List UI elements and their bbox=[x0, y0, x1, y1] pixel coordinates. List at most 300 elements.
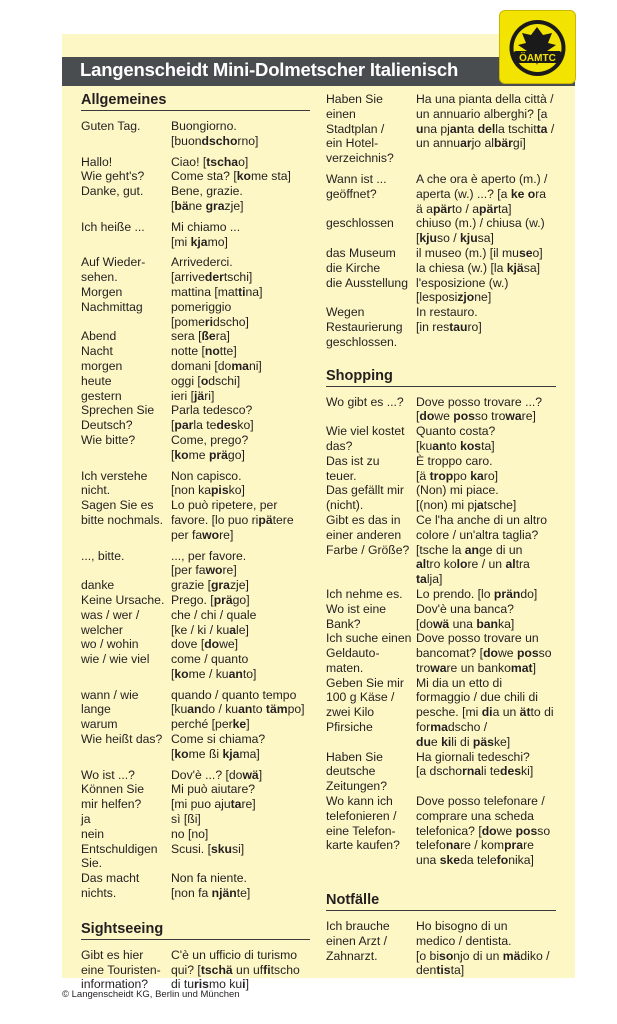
german-line: wo / wohin bbox=[81, 637, 139, 652]
german-line: Das macht bbox=[81, 871, 140, 886]
italian-translation bbox=[416, 246, 556, 261]
italian-line: [kome / kuanto] bbox=[171, 666, 257, 681]
italian-line: [bäne grazje] bbox=[171, 198, 244, 213]
german-line: Wo gibt es ...? bbox=[326, 394, 404, 409]
german-line: geschlossen. bbox=[326, 334, 398, 349]
german-phrase bbox=[81, 374, 171, 389]
german-phrase bbox=[81, 169, 171, 184]
german-phrase bbox=[81, 842, 171, 872]
phrase-entry bbox=[81, 169, 310, 184]
german-phrase bbox=[326, 246, 416, 261]
phrase-entry bbox=[81, 717, 310, 732]
italian-translation bbox=[171, 498, 310, 542]
section-heading: Sightseeing bbox=[81, 921, 310, 940]
german-line: eine Telefon- bbox=[326, 823, 396, 838]
italian-line: [kome ßi kjama] bbox=[171, 746, 260, 761]
german-line: gestern bbox=[81, 388, 122, 403]
phrase-entry bbox=[326, 305, 556, 349]
german-phrase bbox=[326, 216, 416, 246]
german-line: information? bbox=[81, 977, 149, 992]
italian-line: pesche. [mi dia un ätto di bbox=[416, 705, 554, 720]
german-line: nicht. bbox=[81, 483, 111, 498]
italian-translation bbox=[416, 172, 556, 216]
german-phrase bbox=[326, 587, 416, 602]
german-phrase bbox=[326, 631, 416, 675]
german-phrase bbox=[81, 652, 171, 682]
german-line: Wie heißt das? bbox=[81, 732, 163, 747]
german-phrase bbox=[81, 359, 171, 374]
german-line: sehen. bbox=[81, 270, 118, 285]
italian-line: come / quanto bbox=[171, 652, 249, 667]
phrase-entry bbox=[326, 602, 556, 632]
german-line: Bank? bbox=[326, 616, 361, 631]
german-line: Nacht bbox=[81, 344, 113, 359]
german-line: Ich heiße ... bbox=[81, 219, 145, 234]
italian-line: Dov'è una banca? bbox=[416, 601, 514, 616]
italian-translation bbox=[171, 871, 310, 901]
german-phrase bbox=[326, 92, 416, 166]
italian-translation bbox=[416, 676, 556, 750]
german-phrase bbox=[81, 549, 171, 579]
italian-line: dove [dowe] bbox=[171, 637, 239, 652]
italian-translation bbox=[171, 220, 310, 250]
german-phrase bbox=[81, 389, 171, 404]
phrase-entry bbox=[81, 389, 310, 404]
italian-line: A che ora è aperto (m.) / bbox=[416, 171, 548, 186]
italian-line: Ha giornali tedeschi? bbox=[416, 749, 530, 764]
german-phrase bbox=[81, 608, 171, 638]
german-line: Ich verstehe bbox=[81, 468, 148, 483]
section-heading: Notfälle bbox=[326, 892, 556, 911]
phrase-entry bbox=[326, 587, 556, 602]
german-line: die Ausstellung bbox=[326, 275, 408, 290]
italian-line: Come si chiama? bbox=[171, 732, 266, 747]
german-phrase bbox=[326, 750, 416, 794]
italian-line: È troppo caro. bbox=[416, 453, 493, 468]
german-phrase bbox=[81, 498, 171, 542]
italian-line: talja] bbox=[416, 572, 443, 587]
german-line: Abend bbox=[81, 329, 117, 344]
italian-line: telefonica? [dowe posso bbox=[416, 823, 551, 838]
italian-line: Prego. [prägo] bbox=[171, 592, 250, 607]
italian-line: C'è un ufficio di turismo bbox=[171, 947, 298, 962]
italian-line: Buongiorno. bbox=[171, 119, 237, 133]
german-line: Ich suche einen bbox=[326, 631, 412, 646]
phrase-entry bbox=[81, 155, 310, 170]
phrase-entry bbox=[326, 676, 556, 750]
italian-translation bbox=[171, 169, 310, 184]
german-line: Wie bitte? bbox=[81, 432, 136, 447]
german-line: Hallo! bbox=[81, 154, 113, 169]
phrase-entry bbox=[326, 395, 556, 425]
italian-translation bbox=[416, 305, 556, 349]
section-heading: Allgemeines bbox=[81, 92, 310, 111]
italian-line: Mi dia un etto di bbox=[416, 675, 503, 690]
german-line: Danke, gut. bbox=[81, 184, 144, 199]
german-phrase bbox=[81, 732, 171, 762]
german-line: Wie geht's? bbox=[81, 169, 145, 184]
italian-translation bbox=[171, 374, 310, 389]
german-line: Zahnarzt. bbox=[326, 948, 378, 963]
italian-line: Dove posso trovare un bbox=[416, 631, 539, 646]
phrase-entry bbox=[81, 220, 310, 250]
italian-line: Arrivederci. bbox=[171, 255, 233, 270]
german-line: einen bbox=[326, 106, 356, 121]
german-line: geöffnet? bbox=[326, 186, 377, 201]
italian-translation bbox=[416, 631, 556, 675]
phrase-entry bbox=[81, 652, 310, 682]
italian-line: Lo può ripetere, per bbox=[171, 498, 278, 513]
phrase-entry bbox=[326, 261, 556, 276]
german-line: Wann ist ... bbox=[326, 171, 387, 186]
italian-line: un annuario alberghi? [a bbox=[416, 106, 548, 121]
phrase-entry bbox=[81, 469, 310, 499]
italian-translation bbox=[171, 637, 310, 652]
italian-line: dentista] bbox=[416, 963, 465, 978]
italian-line: sì [ßi] bbox=[171, 812, 201, 827]
phrase-entry bbox=[81, 498, 310, 542]
italian-line: formadscho / bbox=[416, 720, 488, 735]
italian-line: pomeriggio bbox=[171, 299, 232, 314]
german-line: Sagen Sie es bbox=[81, 498, 154, 513]
german-line: heute bbox=[81, 373, 112, 388]
oeamtc-logo bbox=[499, 10, 576, 84]
german-line: Pfirsiche bbox=[326, 720, 373, 735]
italian-line: no [no] bbox=[171, 826, 209, 841]
italian-line: [pomeridscho] bbox=[171, 314, 249, 329]
german-line: telefonieren / bbox=[326, 808, 397, 823]
german-line: ..., bitte. bbox=[81, 548, 125, 563]
italian-translation bbox=[171, 782, 310, 812]
italian-translation bbox=[171, 549, 310, 579]
german-line: lange bbox=[81, 702, 111, 717]
phrase-entry bbox=[81, 688, 310, 718]
italian-line: Ciao! [tschao] bbox=[171, 154, 249, 169]
german-phrase bbox=[81, 403, 171, 433]
phrase-entry bbox=[326, 424, 556, 454]
phrase-entry bbox=[326, 631, 556, 675]
german-line: Restaurierung bbox=[326, 319, 403, 334]
italian-line: Lo prendo. [lo prändo] bbox=[416, 586, 538, 601]
phrase-entry bbox=[81, 374, 310, 389]
italian-line: il museo (m.) [il museo] bbox=[416, 245, 543, 260]
italian-line: domani [domani] bbox=[171, 358, 262, 373]
german-line: das Museum bbox=[326, 245, 396, 260]
german-line: nichts. bbox=[81, 886, 117, 901]
italian-translation bbox=[416, 276, 556, 306]
italian-line: [a dschornali tedeski] bbox=[416, 764, 534, 779]
phrase-entry bbox=[81, 255, 310, 285]
italian-line: [lesposizjone] bbox=[416, 290, 492, 305]
italian-line: favore. [lo puo ripätere bbox=[171, 512, 294, 527]
german-line: karte kaufen? bbox=[326, 838, 400, 853]
german-line: Gibt es das in bbox=[326, 512, 401, 527]
italian-translation bbox=[416, 602, 556, 632]
german-line: morgen bbox=[81, 358, 123, 373]
italian-line: [ke / ki / kuale] bbox=[171, 622, 249, 637]
german-line: Stadtplan / bbox=[326, 121, 385, 136]
german-phrase bbox=[326, 513, 416, 587]
copyright-footer: © Langenscheidt KG, Berlin und München bbox=[62, 989, 240, 1000]
italian-translation bbox=[416, 483, 556, 513]
phrase-entry bbox=[326, 919, 556, 978]
german-line: Geben Sie mir bbox=[326, 675, 404, 690]
german-line: Wegen bbox=[326, 305, 365, 320]
italian-line: (Non) mi piace. bbox=[416, 483, 499, 498]
italian-line: [in restauro] bbox=[416, 319, 482, 334]
italian-line: [per fawore] bbox=[171, 563, 237, 578]
german-line: Sprechen Sie bbox=[81, 403, 155, 418]
italian-translation bbox=[171, 389, 310, 404]
logo-text: ÖAMTC bbox=[519, 53, 556, 64]
german-phrase bbox=[81, 637, 171, 652]
german-line: das? bbox=[326, 438, 353, 453]
german-phrase bbox=[326, 305, 416, 349]
italian-translation bbox=[416, 424, 556, 454]
italian-translation bbox=[416, 919, 556, 978]
phrase-entry bbox=[81, 433, 310, 463]
italian-translation bbox=[171, 608, 310, 638]
italian-line: Come sta? [kome sta] bbox=[171, 169, 291, 184]
german-line: Entschuldigen bbox=[81, 841, 158, 856]
german-line: was / wer / bbox=[81, 607, 140, 622]
german-phrase bbox=[326, 395, 416, 425]
italian-line: quando / quanto tempo bbox=[171, 687, 297, 702]
german-line: Wo kann ich bbox=[326, 794, 393, 809]
section-heading: Shopping bbox=[326, 368, 556, 387]
italian-translation bbox=[416, 395, 556, 425]
phrase-entry bbox=[81, 184, 310, 214]
italian-line: Dove posso trovare ...? bbox=[416, 394, 542, 409]
phrase-entry bbox=[81, 732, 310, 762]
german-phrase bbox=[81, 329, 171, 344]
italian-line: ä apärto / apärta] bbox=[416, 201, 512, 216]
german-line: Haben Sie bbox=[326, 749, 383, 764]
italian-translation bbox=[171, 285, 310, 300]
phrase-entry bbox=[326, 276, 556, 306]
phrase-entry bbox=[326, 513, 556, 587]
italian-line: Dov'è ...? [dowä] bbox=[171, 767, 263, 782]
italian-line: ..., per favore. bbox=[171, 548, 247, 563]
german-line: wie / wie viel bbox=[81, 652, 150, 667]
italian-line: [arrivedertschi] bbox=[171, 270, 253, 285]
german-phrase bbox=[326, 454, 416, 484]
italian-line: aperta (w.) ...? [a ke ora bbox=[416, 186, 547, 201]
italian-translation bbox=[171, 300, 310, 330]
italian-line: una skeda telefonika] bbox=[416, 853, 534, 868]
german-phrase bbox=[81, 155, 171, 170]
italian-line: grazie [grazje] bbox=[171, 578, 249, 593]
german-phrase bbox=[81, 255, 171, 285]
german-line: teuer. bbox=[326, 468, 357, 483]
german-line: Nachmittag bbox=[81, 299, 143, 314]
german-line: Haben Sie bbox=[326, 92, 383, 106]
italian-line: medico / dentista. bbox=[416, 933, 512, 948]
italian-line: altro kolore / un altra bbox=[416, 557, 530, 572]
italian-line: qui? [tschä un uffitscho bbox=[171, 962, 300, 977]
german-phrase bbox=[81, 688, 171, 718]
german-line: welcher bbox=[81, 622, 123, 637]
german-line: bitte nochmals. bbox=[81, 512, 163, 527]
italian-line: Bene, grazie. bbox=[171, 184, 243, 199]
german-phrase bbox=[81, 812, 171, 827]
phrase-entry bbox=[81, 300, 310, 330]
italian-translation bbox=[416, 454, 556, 484]
italian-translation bbox=[171, 359, 310, 374]
italian-translation bbox=[171, 119, 310, 149]
italian-translation bbox=[171, 329, 310, 344]
italian-line: [kome prägo] bbox=[171, 447, 245, 462]
german-phrase bbox=[326, 794, 416, 868]
italian-line: [parla tedesko] bbox=[171, 418, 254, 433]
italian-line: [kuando / kuanto tämpo] bbox=[171, 702, 305, 717]
phrase-entry bbox=[326, 454, 556, 484]
german-line: die Kirche bbox=[326, 260, 381, 275]
right-column bbox=[326, 92, 556, 978]
italian-line: [dowä una banka] bbox=[416, 616, 515, 631]
german-phrase bbox=[81, 717, 171, 732]
italian-line: [mi puo ajutare] bbox=[171, 797, 256, 812]
italian-line: notte [notte] bbox=[171, 344, 237, 359]
german-line: geschlossen bbox=[326, 216, 394, 231]
german-line: ein Hotel- bbox=[326, 136, 379, 151]
phrase-entry bbox=[81, 782, 310, 812]
phrase-entry bbox=[81, 827, 310, 842]
italian-line: un annuarjo albärgi] bbox=[416, 136, 526, 151]
german-phrase bbox=[81, 119, 171, 149]
italian-line: una pjanta della tschitta / bbox=[416, 121, 555, 136]
italian-line: Scusi. [skusi] bbox=[171, 841, 245, 856]
italian-line: che / chi / quale bbox=[171, 607, 257, 622]
german-line: Guten Tag. bbox=[81, 119, 141, 133]
italian-translation bbox=[171, 827, 310, 842]
italian-line: Quanto costa? bbox=[416, 424, 496, 439]
italian-translation bbox=[171, 344, 310, 359]
german-line: (nicht). bbox=[326, 498, 364, 513]
italian-translation bbox=[171, 433, 310, 463]
italian-translation bbox=[416, 513, 556, 587]
german-phrase bbox=[326, 172, 416, 216]
italian-translation bbox=[171, 155, 310, 170]
left-column bbox=[81, 92, 310, 992]
german-phrase bbox=[326, 676, 416, 750]
italian-line: [ä troppo karo] bbox=[416, 468, 499, 483]
italian-line: [o bisonjo di un mädiko / bbox=[416, 948, 550, 963]
german-line: Keine Ursache. bbox=[81, 592, 165, 607]
phrase-entry bbox=[81, 285, 310, 300]
italian-line: ieri [järi] bbox=[171, 388, 215, 403]
italian-line: per fawore] bbox=[171, 527, 234, 542]
phrase-entry bbox=[81, 768, 310, 783]
german-line: Deutsch? bbox=[81, 418, 133, 433]
italian-line: Ho bisogno di un bbox=[416, 919, 508, 934]
italian-line: due kili di päske] bbox=[416, 734, 511, 749]
german-phrase bbox=[326, 919, 416, 978]
italian-line: l'esposizione (w.) bbox=[416, 275, 509, 290]
italian-line: telefonare / komprare bbox=[416, 838, 534, 853]
phrase-entry bbox=[81, 119, 310, 149]
italian-translation bbox=[171, 768, 310, 783]
german-line: Sie. bbox=[81, 856, 103, 871]
german-line: maten. bbox=[326, 660, 364, 675]
italian-line: [(non) mi pjatsche] bbox=[416, 498, 517, 513]
italian-line: comprare una scheda bbox=[416, 808, 534, 823]
italian-line: [buondschorno] bbox=[171, 133, 259, 148]
german-line: Ich nehme es. bbox=[326, 586, 403, 601]
german-phrase bbox=[81, 768, 171, 783]
italian-line: Non capisco. bbox=[171, 468, 242, 483]
italian-translation bbox=[171, 842, 310, 872]
german-line: mir helfen? bbox=[81, 797, 142, 812]
german-line: Geldauto- bbox=[326, 646, 380, 661]
german-line: Wo ist eine bbox=[326, 601, 387, 616]
italian-line: bancomat? [dowe posso bbox=[416, 646, 552, 661]
german-line: 100 g Käse / bbox=[326, 690, 395, 705]
italian-line: Mi può aiutare? bbox=[171, 782, 256, 797]
italian-line: Come, prego? bbox=[171, 432, 249, 447]
italian-translation bbox=[416, 261, 556, 276]
phrase-entry bbox=[81, 344, 310, 359]
italian-line: [non kapisko] bbox=[171, 483, 245, 498]
italian-translation bbox=[171, 469, 310, 499]
phrase-entry bbox=[81, 812, 310, 827]
italian-line: [kuanto kosta] bbox=[416, 438, 495, 453]
german-line: Das gefällt mir bbox=[326, 483, 404, 498]
italian-line: In restauro. bbox=[416, 305, 478, 320]
italian-line: [non fa njänte] bbox=[171, 886, 251, 901]
italian-translation bbox=[171, 255, 310, 285]
phrase-entry bbox=[326, 92, 556, 166]
german-phrase bbox=[326, 602, 416, 632]
italian-line: di turismo kui] bbox=[171, 977, 249, 992]
italian-line: Mi chiamo ... bbox=[171, 219, 241, 234]
german-phrase bbox=[81, 827, 171, 842]
german-phrase bbox=[81, 344, 171, 359]
italian-translation bbox=[416, 794, 556, 868]
german-line: ja bbox=[81, 812, 91, 827]
italian-line: Ha una pianta della città / bbox=[416, 92, 554, 106]
german-line: Zeitungen? bbox=[326, 779, 387, 794]
italian-translation bbox=[171, 812, 310, 827]
german-line: nein bbox=[81, 826, 105, 841]
phrase-entry bbox=[81, 549, 310, 579]
german-line: einer anderen bbox=[326, 527, 402, 542]
german-phrase bbox=[81, 593, 171, 608]
german-line: Farbe / Größe? bbox=[326, 542, 410, 557]
german-phrase bbox=[81, 948, 171, 992]
german-phrase bbox=[81, 469, 171, 499]
section-right-1 bbox=[326, 368, 556, 869]
german-line: warum bbox=[81, 717, 118, 732]
italian-line: oggi [odschi] bbox=[171, 373, 241, 388]
german-line: Wo ist ...? bbox=[81, 767, 135, 782]
italian-translation bbox=[171, 688, 310, 718]
german-line: Das ist zu bbox=[326, 453, 380, 468]
phrase-entry bbox=[81, 842, 310, 872]
phrase-entry bbox=[326, 750, 556, 794]
phrase-entry bbox=[81, 871, 310, 901]
phrase-entry bbox=[81, 608, 310, 638]
phrase-entry bbox=[81, 593, 310, 608]
german-phrase bbox=[326, 424, 416, 454]
phrase-entry bbox=[81, 637, 310, 652]
german-phrase bbox=[326, 261, 416, 276]
italian-line: chiuso (m.) / chiusa (w.) bbox=[416, 216, 545, 231]
italian-translation bbox=[416, 92, 556, 166]
phrase-entry bbox=[81, 403, 310, 433]
italian-line: [tsche la ange di un bbox=[416, 542, 523, 557]
italian-translation bbox=[171, 717, 310, 732]
